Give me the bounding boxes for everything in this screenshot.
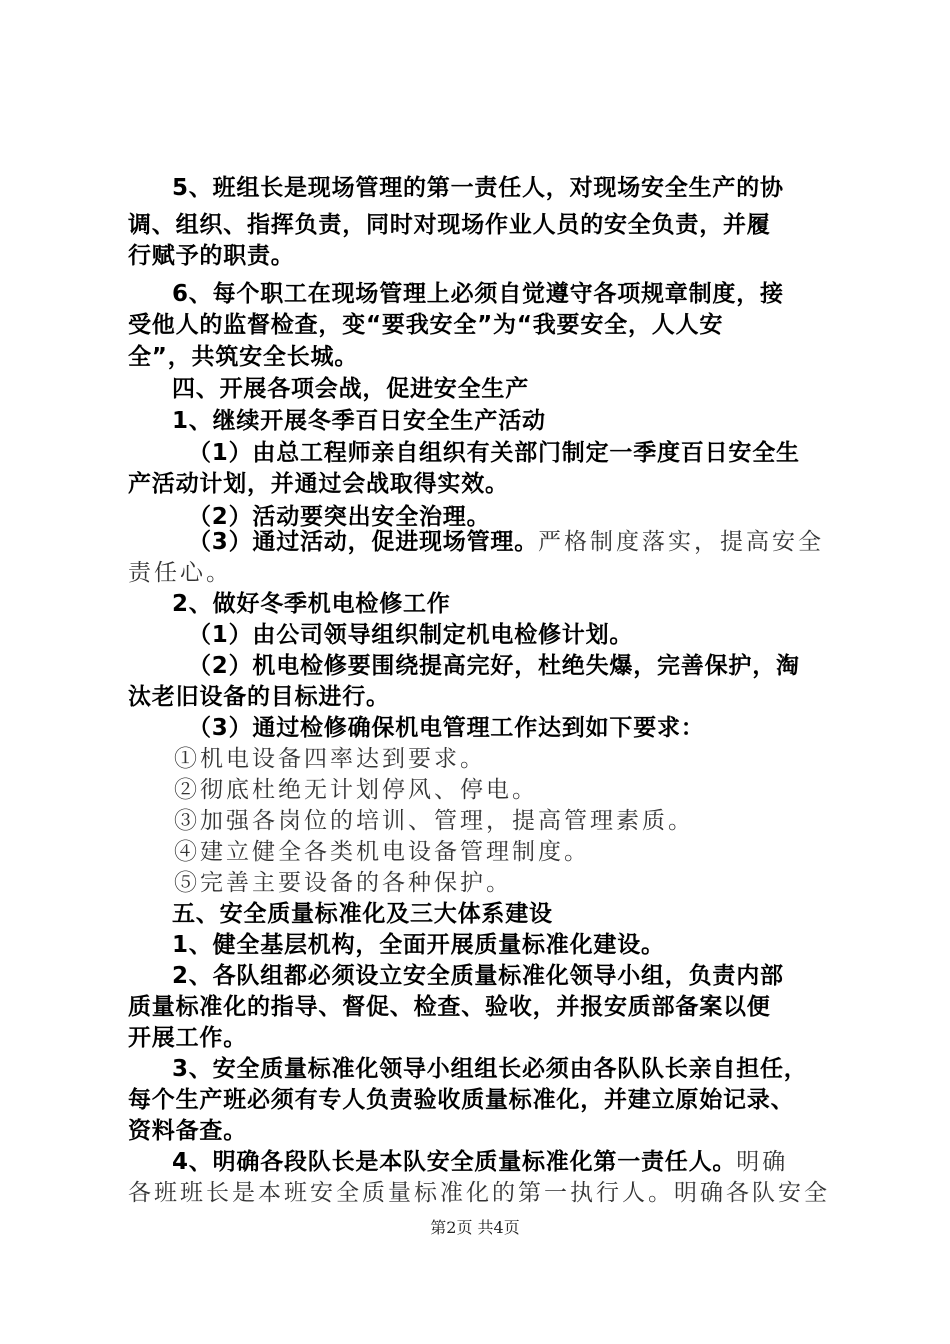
text-line — [188, 438, 800, 469]
text-segment: 调、组织、指挥负责，同时对现场作业人员的安全负责，并履 — [128, 212, 771, 238]
text-line — [128, 210, 771, 241]
text-segment: 3、安全质量标准化领导小组组长必须由各队队长亲自担任， — [172, 1056, 808, 1082]
text-segment: ⑤完善主要设备的各种保护。 — [174, 870, 512, 896]
text-line — [172, 406, 546, 437]
text-segment: 资料备查。 — [128, 1118, 247, 1144]
text-line — [188, 620, 633, 651]
text-segment: ①机电设备四率达到要求。 — [174, 746, 486, 772]
text-segment: 4、明确各段队长是本队安全质量标准化第一责任人。 — [172, 1149, 737, 1175]
text-line — [174, 744, 486, 775]
text-line — [128, 241, 295, 272]
text-line — [174, 837, 590, 868]
text-segment: 行赋予的职责。 — [128, 243, 295, 269]
text-line — [172, 1147, 788, 1178]
text-line — [188, 713, 705, 744]
text-line — [128, 1178, 830, 1209]
text-line — [188, 651, 800, 682]
text-line — [128, 992, 771, 1023]
text-line — [174, 775, 538, 806]
text-line — [128, 1023, 247, 1054]
text-line — [172, 279, 784, 310]
text-segment: 2、做好冬季机电检修工作 — [172, 591, 451, 617]
text-line — [128, 342, 358, 373]
text-segment: ③加强各岗位的培训、管理，提高管理素质。 — [174, 808, 694, 834]
page-footer: 第2页 共4页 — [430, 1218, 520, 1237]
text-line — [188, 527, 824, 558]
text-line — [172, 930, 665, 961]
text-line — [172, 899, 553, 930]
text-segment: 开展工作。 — [128, 1025, 247, 1051]
text-segment: 严格制度落实，提高安全 — [538, 529, 825, 555]
text-line — [174, 806, 694, 837]
text-line — [128, 469, 509, 500]
text-segment: 四、开展各项会战，促进安全生产 — [172, 376, 529, 402]
text-segment: （3）通过活动，促进现场管理。 — [188, 529, 539, 555]
text-line — [174, 868, 512, 899]
text-line — [172, 1054, 808, 1085]
text-segment: 明确 — [736, 1149, 789, 1175]
text-segment: 全”，共筑安全长城。 — [128, 344, 359, 370]
text-line — [128, 682, 390, 713]
text-line — [128, 558, 232, 589]
text-segment: ②彻底杜绝无计划停风、停电。 — [174, 777, 538, 803]
text-segment: ④建立健全各类机电设备管理制度。 — [174, 839, 590, 865]
text-line — [172, 961, 784, 992]
text-segment: 2、各队组都必须设立安全质量标准化领导小组，负责内部 — [172, 963, 784, 989]
text-segment: （1）由公司领导组织制定机电检修计划。 — [188, 622, 634, 648]
text-segment: （2）活动要突出安全治理。 — [188, 504, 491, 530]
text-line — [172, 589, 451, 620]
text-segment: （3）通过检修确保机电管理工作达到如下要求： — [188, 715, 705, 741]
text-segment: 6、每个职工在现场管理上必须自觉遵守各项规章制度，接 — [172, 281, 784, 307]
text-line — [128, 1116, 247, 1147]
text-segment: 责任心。 — [128, 560, 232, 586]
text-segment: 5、班组长是现场管理的第一责任人，对现场安全生产的协 — [172, 175, 784, 201]
text-segment: 汰老旧设备的目标进行。 — [128, 684, 390, 710]
text-segment: （2）机电检修要围绕提高完好，杜绝失爆，完善保护，淘 — [188, 653, 800, 679]
text-segment: 1、健全基层机构，全面开展质量标准化建设。 — [172, 932, 665, 958]
text-segment: 产活动计划，并通过会战取得实效。 — [128, 471, 509, 497]
text-segment: 每个生产班必须有专人负责验收质量标准化，并建立原始记录、 — [128, 1087, 795, 1113]
text-segment: 受他人的监督检查，变“要我安全”为“我要安全，人人安 — [128, 312, 724, 338]
text-segment: 各班班长是本班安全质量标准化的第一执行人。明确各队安全 — [128, 1180, 830, 1206]
text-segment: 1、继续开展冬季百日安全生产活动 — [172, 408, 546, 434]
text-line — [128, 310, 723, 341]
text-line — [172, 173, 784, 204]
text-line — [172, 374, 529, 405]
text-segment: （1）由总工程师亲自组织有关部门制定一季度百日安全生 — [188, 440, 800, 466]
text-segment: 五、安全质量标准化及三大体系建设 — [172, 901, 553, 927]
text-line — [128, 1085, 794, 1116]
text-segment: 质量标准化的指导、督促、检查、验收，并报安质部备案以便 — [128, 994, 771, 1020]
